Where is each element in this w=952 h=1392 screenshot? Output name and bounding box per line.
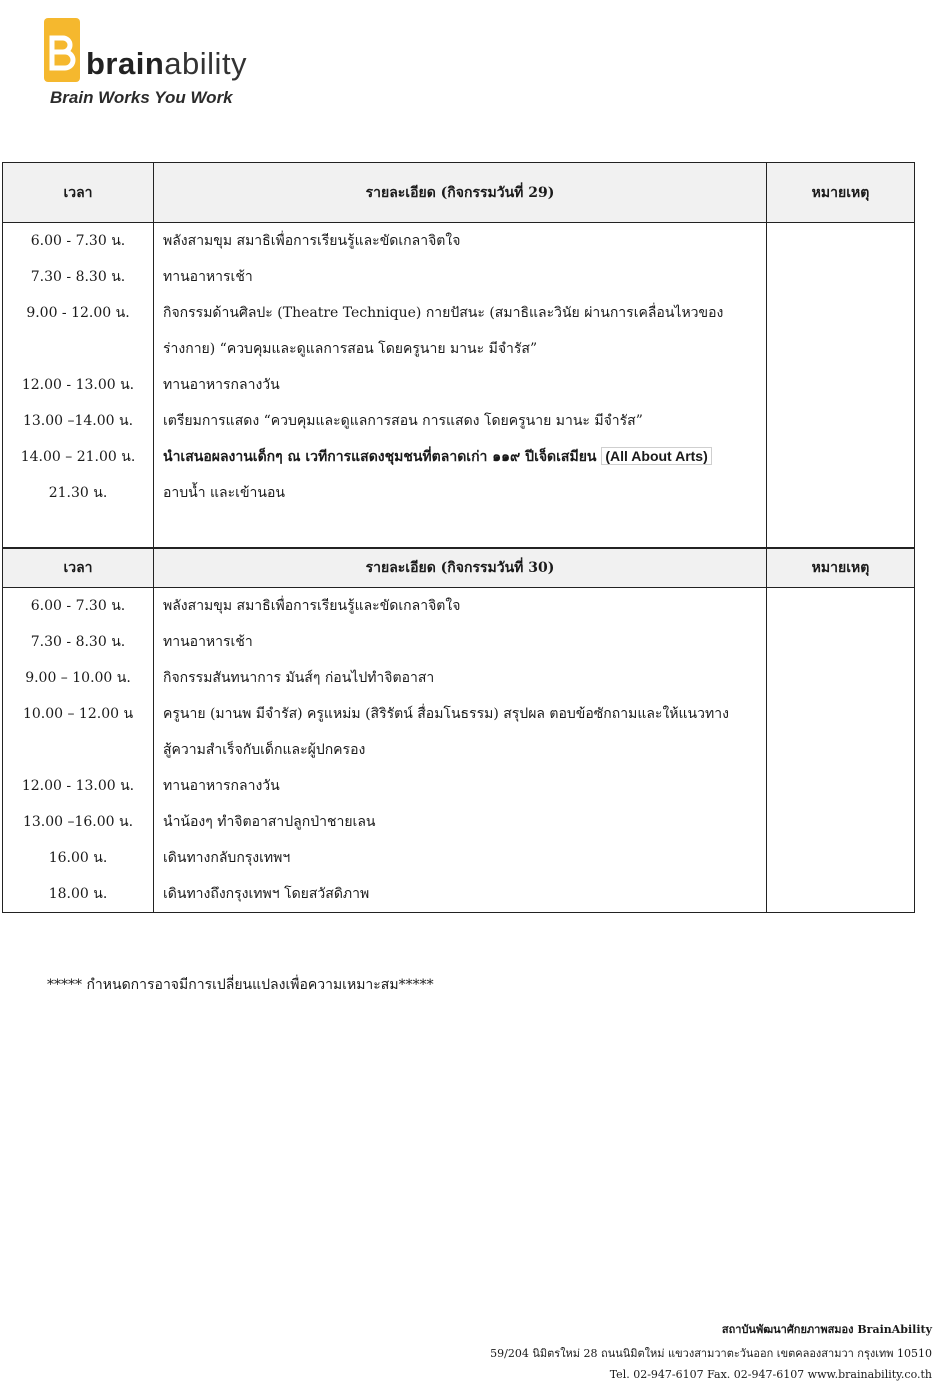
detail-cell: ร่างกาย) “ควบคุมและดูแลการสอน โดยครูนาย มานะ มีจำรัส” <box>154 331 767 367</box>
table-row <box>3 840 915 876</box>
header-time: เวลา <box>3 549 154 588</box>
detail-cell <box>154 511 767 548</box>
remark-cell <box>767 768 915 804</box>
remark-cell <box>767 588 915 625</box>
remark-cell <box>767 876 915 913</box>
remark-cell <box>767 475 915 511</box>
remark-cell <box>767 331 915 367</box>
schedule-change-note: ***** กำหนดการอาจมีการเปลี่ยนแปลงเพื่อความเหมาะสม***** <box>47 977 434 993</box>
detail-cell: ทานอาหารกลางวัน <box>154 367 767 403</box>
header-detail: รายละเอียด (กิจกรรมวันที่ 29) <box>154 163 767 223</box>
table-row <box>3 696 915 732</box>
brand-tagline: Brain Works You Work <box>50 88 233 107</box>
brand-name-light: ability <box>164 46 248 81</box>
table-row-spacer <box>3 511 915 548</box>
logo-b-mark-icon <box>44 18 84 84</box>
detail-cell: เดินทางถึงกรุงเทพฯ โดยสวัสดิภาพ <box>154 876 767 913</box>
time-cell: 12.00 - 13.00 น. <box>3 768 154 804</box>
time-cell: 13.00 –14.00 น. <box>3 403 154 439</box>
header-remark: หมายเหตุ <box>767 549 915 588</box>
time-cell: 21.30 น. <box>3 475 154 511</box>
table-row <box>3 660 915 696</box>
remark-cell <box>767 840 915 876</box>
table-row <box>3 588 915 625</box>
table-header-row <box>3 549 915 588</box>
table-row <box>3 624 915 660</box>
brand-logo <box>44 18 284 113</box>
remark-cell <box>767 367 915 403</box>
detail-cell: ครูนาย (มานพ มีจำรัส) ครูแหม่ม (สิริรัตน์ สื่อมโนธรรม) สรุปผล ตอบข้อซักถามและให้แนวทาง <box>154 696 767 732</box>
time-cell: 13.00 –16.00 น. <box>3 804 154 840</box>
time-cell: 18.00 น. <box>3 876 154 913</box>
footer-org: สถาบันพัฒนาศักยภาพสมอง BrainAbility <box>721 1323 932 1336</box>
brand-name-bold: brain <box>86 46 165 81</box>
detail-cell: กิจกรรมด้านศิลปะ (Theatre Technique) กายปัสนะ (สมาธิและวินัย ผ่านการเคลื่อนไหวของ <box>154 295 767 331</box>
time-cell <box>3 331 154 367</box>
remark-cell <box>767 732 915 768</box>
footer-address: 59/204 นิมิตรใหม่ 28 ถนนนิมิตใหม่ แขวงสามวาตะวันออก เขตคลองสามวา กรุงเทพ 10510 <box>490 1347 932 1360</box>
arts-text: (All About Arts <box>605 448 704 464</box>
time-cell: 9.00 – 10.00 น. <box>3 660 154 696</box>
detail-cell: ทานอาหารกลางวัน <box>154 768 767 804</box>
detail-cell: ทานอาหารเช้า <box>154 259 767 295</box>
time-cell: 6.00 - 7.30 น. <box>3 588 154 625</box>
detail-cell: พลังสามขุม สมาธิเพื่อการเรียนรู้และขัดเกลาจิตใจ <box>154 588 767 625</box>
time-cell: 7.30 - 8.30 น. <box>3 624 154 660</box>
remark-cell <box>767 403 915 439</box>
detail-cell: พลังสามขุม สมาธิเพื่อการเรียนรู้และขัดเกลาจิตใจ <box>154 223 767 260</box>
time-cell <box>3 732 154 768</box>
table-row <box>3 439 915 475</box>
time-cell: 14.00 – 21.00 น. <box>3 439 154 475</box>
all-about-arts-label <box>601 447 711 465</box>
footer-contact: Tel. 02-947-6107 Fax. 02-947-6107 www.brainability.co.th <box>609 1368 932 1381</box>
table-row <box>3 223 915 260</box>
table-row <box>3 768 915 804</box>
detail-cell: ทานอาหารเช้า <box>154 624 767 660</box>
time-cell <box>3 511 154 548</box>
remark-cell <box>767 511 915 548</box>
table-row <box>3 403 915 439</box>
remark-cell <box>767 624 915 660</box>
schedule-table-day30 <box>2 548 915 913</box>
time-cell: 12.00 - 13.00 น. <box>3 367 154 403</box>
table-header-row <box>3 163 915 223</box>
schedule-table-day29 <box>2 162 915 548</box>
table-row <box>3 259 915 295</box>
detail-cell: นำน้องๆ ทำจิตอาสาปลูกป่าชายเลน <box>154 804 767 840</box>
detail-cell: สู้ความสำเร็จกับเด็กและผู้ปกครอง <box>154 732 767 768</box>
remark-cell <box>767 295 915 331</box>
time-cell: 9.00 - 12.00 น. <box>3 295 154 331</box>
brand-wordmark <box>86 46 247 82</box>
table-row <box>3 804 915 840</box>
time-cell: 16.00 น. <box>3 840 154 876</box>
remark-cell <box>767 660 915 696</box>
table-row <box>3 876 915 913</box>
detail-text: นำเสนอผลงานเด็กๆ ณ เวทีการแสดงชุมชนที่ตลาดเก่า ๑๑๙ ปีเจ็ดเสมียน <box>163 449 602 465</box>
remark-cell <box>767 804 915 840</box>
header-detail: รายละเอียด (กิจกรรมวันที่ 30) <box>154 549 767 588</box>
remark-cell <box>767 259 915 295</box>
table-row <box>3 295 915 331</box>
detail-cell: เดินทางกลับกรุงเทพฯ <box>154 840 767 876</box>
detail-cell: กิจกรรมสันทนาการ มันส์ๆ ก่อนไปทำจิตอาสา <box>154 660 767 696</box>
detail-cell: เตรียมการแสดง “ควบคุมและดูแลการสอน การแสดง โดยครูนาย มานะ มีจำรัส” <box>154 403 767 439</box>
table-row <box>3 732 915 768</box>
time-cell: 7.30 - 8.30 น. <box>3 259 154 295</box>
detail-cell: อาบน้ำ และเข้านอน <box>154 475 767 511</box>
header-remark: หมายเหตุ <box>767 163 915 223</box>
table-row <box>3 331 915 367</box>
time-cell: 6.00 - 7.30 น. <box>3 223 154 260</box>
time-cell: 10.00 – 12.00 น <box>3 696 154 732</box>
table-row <box>3 367 915 403</box>
detail-cell <box>154 439 767 475</box>
header-time: เวลา <box>3 163 154 223</box>
remark-cell <box>767 696 915 732</box>
arts-paren: ) <box>703 448 708 464</box>
remark-cell <box>767 223 915 260</box>
remark-cell <box>767 439 915 475</box>
table-row <box>3 475 915 511</box>
